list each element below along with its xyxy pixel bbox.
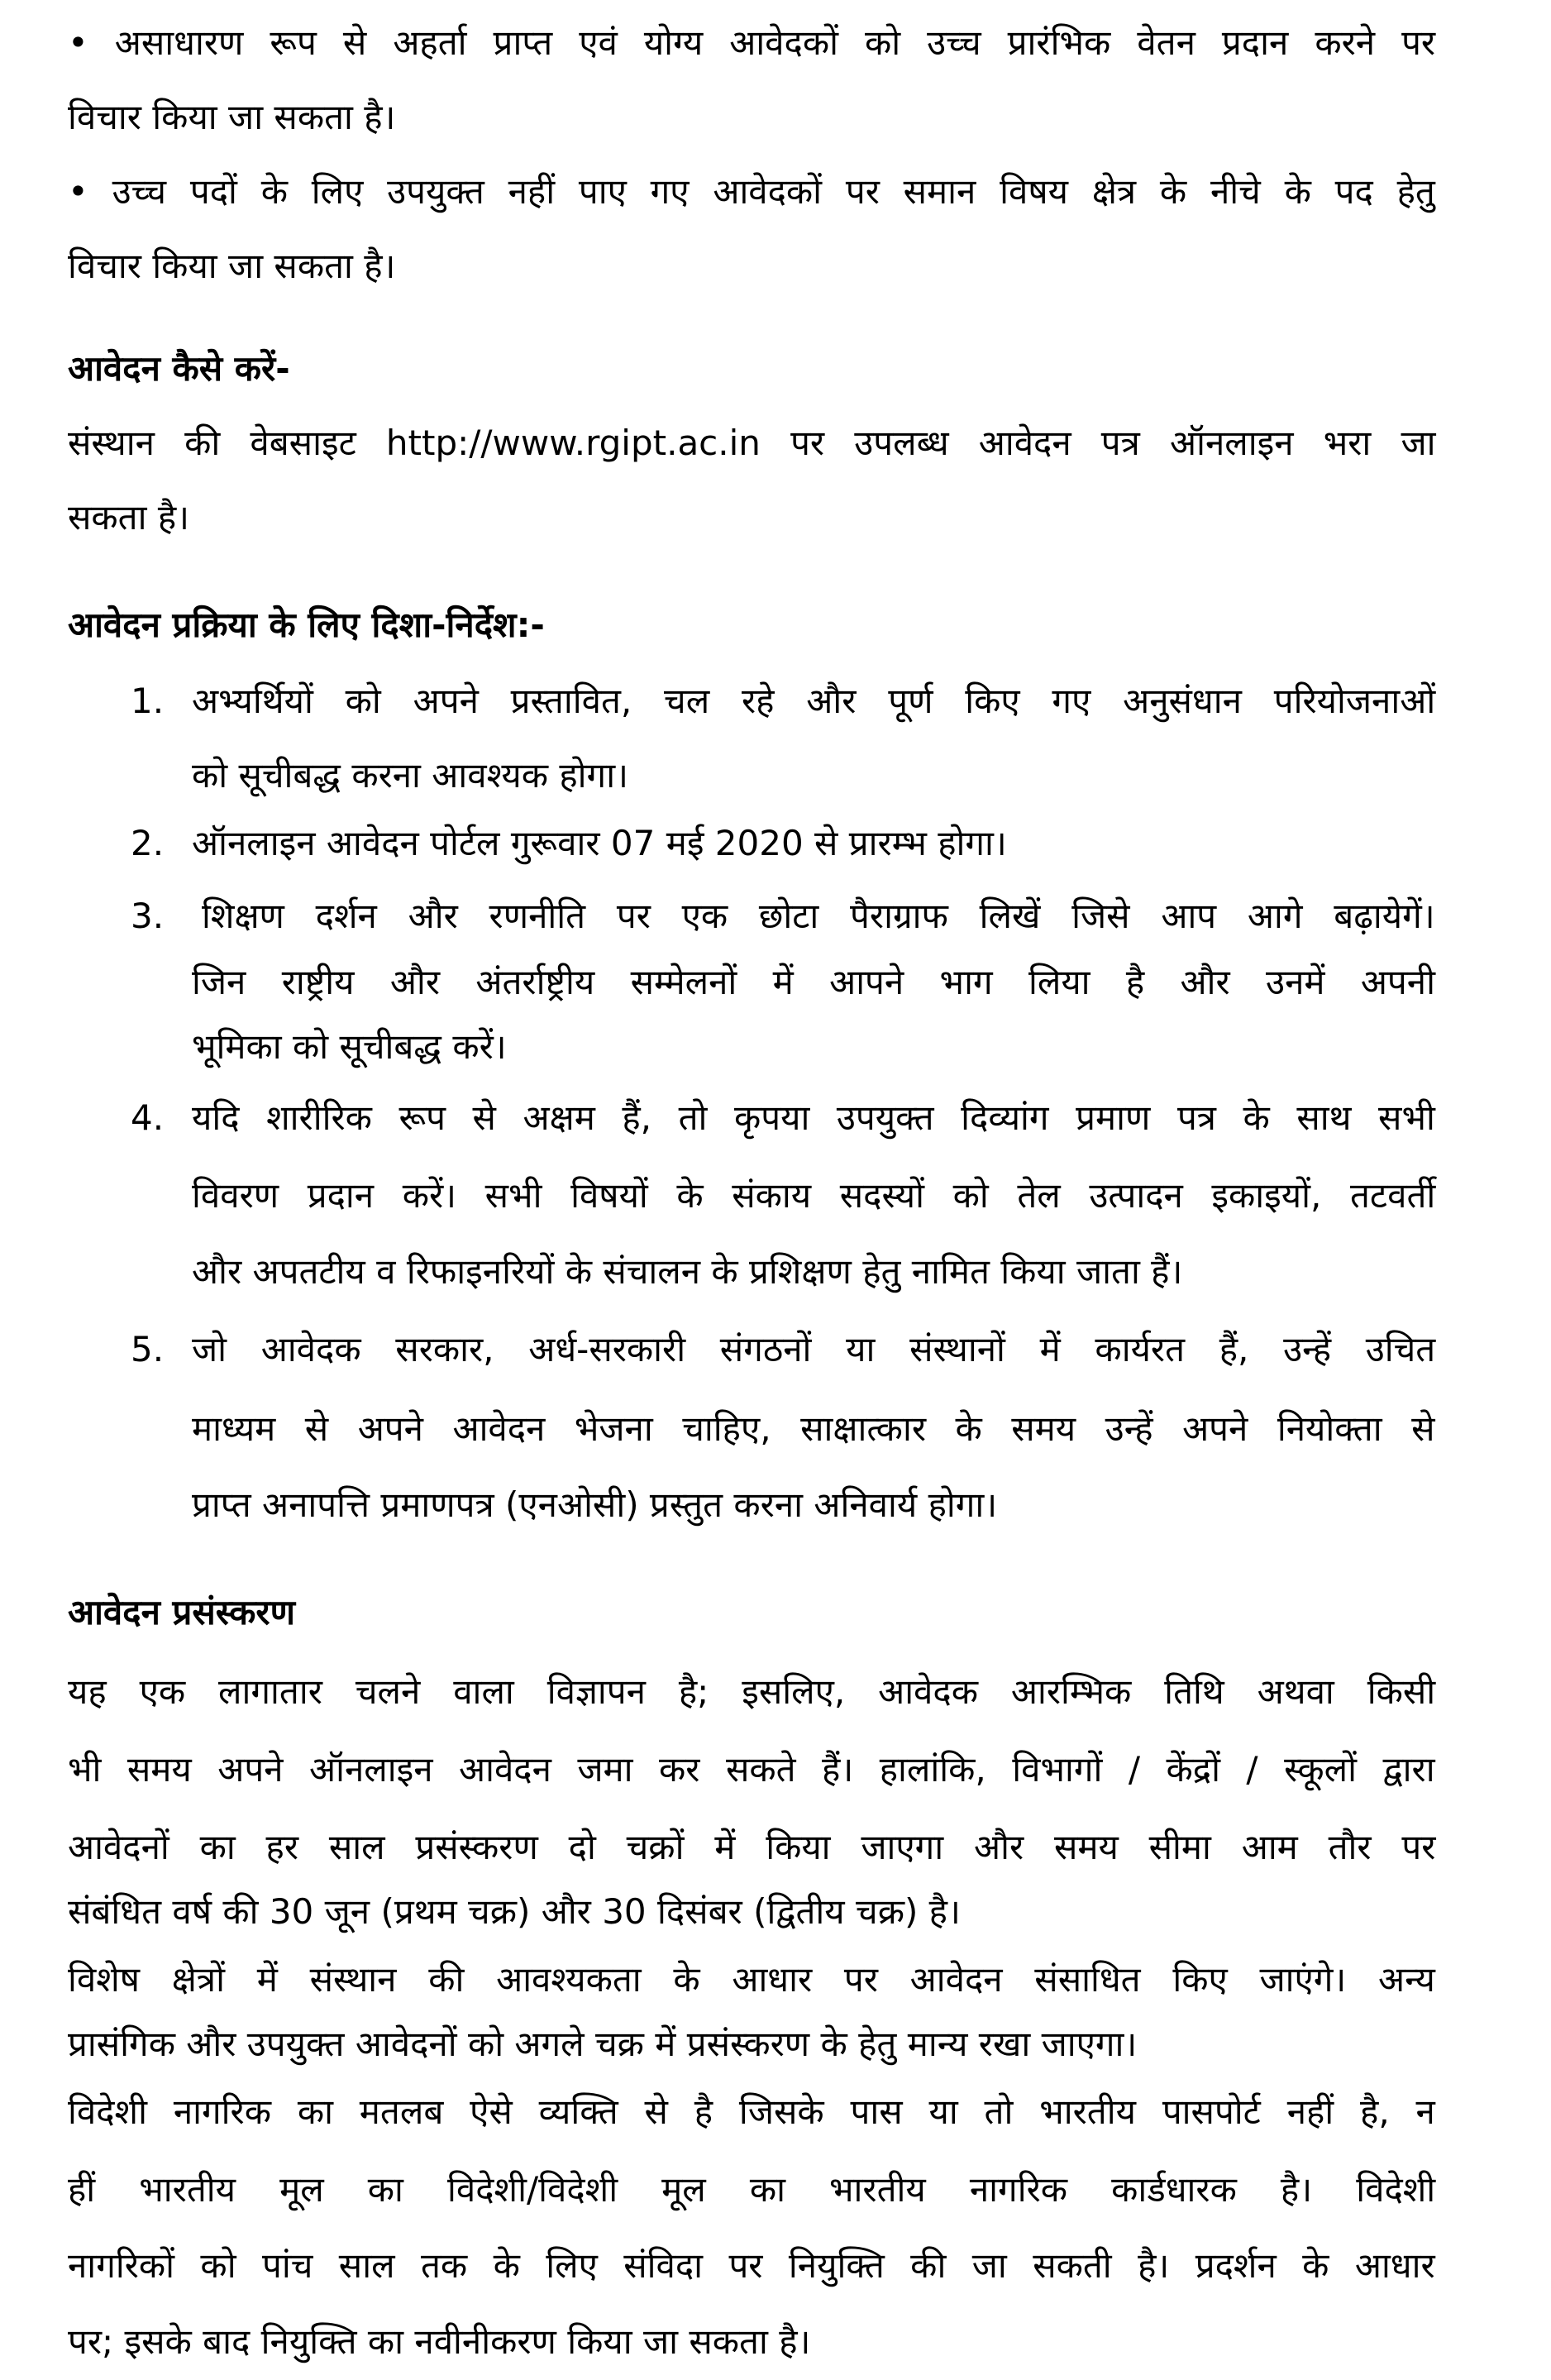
list-item-line: को सूचीबद्ध करना आवश्यक होगा।	[192, 755, 629, 796]
paragraph-line: नागरिकों को पांच साल तक के लिए संविदा पर नियुक्ति की जा सकती है। प्रदर्शन के आधार	[68, 2245, 1435, 2286]
list-item-line: जिन राष्ट्रीय और अंतर्राष्ट्रीय सम्मेलनों में आपने भाग लिया है और उनमें अपनी	[192, 962, 1435, 1002]
paragraph-line: प्रासंगिक और उपयुक्त आवेदनों को अगले चक्र में प्रसंस्करण के हेतु मान्य रखा जाएगा।	[68, 2024, 1138, 2064]
list-number: 2.	[131, 823, 165, 863]
paragraph-line: विशेष क्षेत्रों में संस्थान की आवश्यकता के आधार पर आवेदन संसाधित किए जाएंगे। अन्य	[68, 1959, 1435, 2000]
list-number: 3.	[131, 896, 165, 936]
bullet-line: विचार किया जा सकता है।	[68, 246, 396, 286]
list-item-line: भूमिका को सूचीबद्ध करें।	[192, 1026, 507, 1067]
list-number: 4.	[131, 1097, 165, 1138]
bullet-line: • असाधारण रूप से अहर्ता प्राप्त एवं योग्य आवेदकों को उच्च प्रारंभिक वेतन प्रदान करने पर	[68, 22, 1436, 63]
paragraph-line: पर; इसके बाद नियुक्ति का नवीनीकरण किया जा सकता है।	[68, 2321, 811, 2362]
paragraph-line: विदेशी नागरिक का मतलब ऐसे व्यक्ति से है जिसके पास या तो भारतीय पासपोर्ट नहीं है, न	[68, 2091, 1435, 2132]
list-item-line: प्राप्त अनापत्ति प्रमाणपत्र (एनओसी) प्रस्तुत करना अनिवार्य होगा।	[192, 1484, 998, 1525]
section-heading-guidelines: आवेदन प्रक्रिया के लिए दिशा-निर्देश:-	[68, 605, 545, 645]
list-item-line: यदि शारीरिक रूप से अक्षम हैं, तो कृपया उपयुक्त दिव्यांग प्रमाण पत्र के साथ सभी	[192, 1097, 1435, 1138]
section-heading-how-to-apply: आवेदन कैसे करें-	[68, 348, 290, 389]
section-heading-processing: आवेदन प्रसंस्करण	[68, 1592, 295, 1632]
bullet-line: विचार किया जा सकता है।	[68, 97, 396, 137]
list-item-line: अभ्यर्थियों को अपने प्रस्तावित, चल रहे और पूर्ण किए गए अनुसंधान परियोजनाओं	[192, 681, 1436, 721]
paragraph-line: संबंधित वर्ष की 30 जून (प्रथम चक्र) और 30 दिसंबर (द्वितीय चक्र) है।	[68, 1891, 961, 1932]
list-number: 5.	[131, 1329, 165, 1369]
list-item-line: माध्यम से अपने आवेदन भेजना चाहिए, साक्षात्कार के समय उन्हें अपने नियोक्ता से	[192, 1408, 1435, 1449]
list-item-line: शिक्षण दर्शन और रणनीति पर एक छोटा पैराग्राफ लिखें जिसे आप आगे बढ़ायेगें।	[202, 896, 1435, 936]
list-item-line: विवरण प्रदान करें। सभी विषयों के संकाय सदस्यों को तेल उत्पादन इकाइयों, तटवर्ती	[192, 1175, 1436, 1216]
list-item-line: जो आवेदक सरकार, अर्ध-सरकारी संगठनों या संस्थानों में कार्यरत हैं, उन्हें उचित	[192, 1329, 1436, 1369]
paragraph-line: भी समय अपने ऑनलाइन आवेदन जमा कर सकते हैं। हालांकि, विभागों / केंद्रों / स्कूलों द्वारा	[68, 1749, 1435, 1790]
list-item-line: और अपतटीय व रिफाइनरियों के संचालन के प्रशिक्षण हेतु नामित किया जाता हैं।	[192, 1251, 1183, 1292]
paragraph-line: सकता है।	[68, 497, 190, 538]
list-item-line: ऑनलाइन आवेदन पोर्टल गुरूवार 07 मई 2020 से प्रारम्भ होगा।	[192, 823, 1007, 863]
paragraph-line: हीं भारतीय मूल का विदेशी/विदेशी मूल का भारतीय नागरिक कार्डधारक है। विदेशी	[68, 2169, 1436, 2210]
paragraph-line: यह एक लागातार चलने वाला विज्ञापन है; इसलिए, आवेदक आरम्भिक तिथि अथवा किसी	[68, 1671, 1436, 1712]
bullet-line: • उच्च पदों के लिए उपयुक्त नहीं पाए गए आवेदकों पर समान विषय क्षेत्र के नीचे के पद हेतु	[68, 171, 1435, 212]
paragraph-line: संस्थान की वेबसाइट http://www.rgipt.ac.in पर उपलब्ध आवेदन पत्र ऑनलाइन भरा जा	[68, 423, 1436, 463]
list-number: 1.	[131, 681, 165, 721]
paragraph-line: आवेदनों का हर साल प्रसंस्करण दो चक्रों में किया जाएगा और समय सीमा आम तौर पर	[68, 1827, 1436, 1867]
